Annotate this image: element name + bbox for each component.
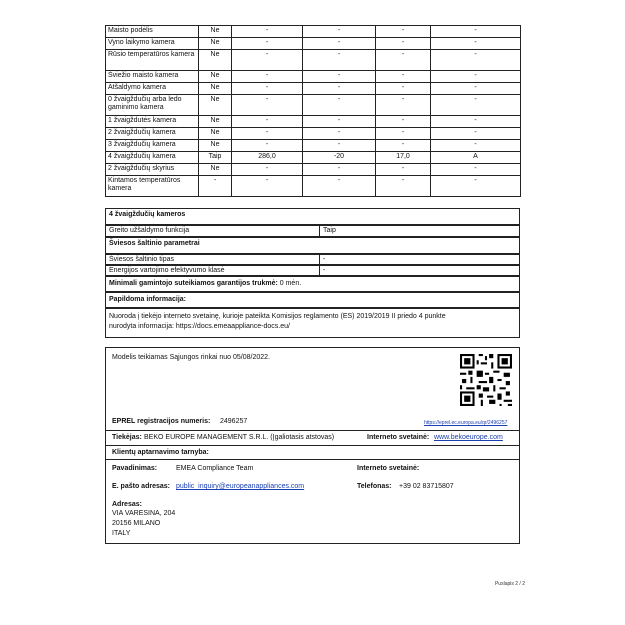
volume-cell: - <box>232 38 303 50</box>
volume-cell: - <box>232 140 303 152</box>
class-cell: - <box>431 38 521 50</box>
class-cell: - <box>431 140 521 152</box>
present-cell: Ne <box>199 140 232 152</box>
compartment-label: 2 žvaigždučių kamera <box>106 128 199 140</box>
class-cell: - <box>431 128 521 140</box>
present-cell: Ne <box>199 38 232 50</box>
table-row <box>106 95 521 116</box>
supplier-block <box>105 347 520 544</box>
compartment-label: 0 žvaigždučių arba ledo gaminimo kamera <box>106 95 199 116</box>
volume-cell: - <box>232 164 303 176</box>
compartment-label: Kintamos temperatūros kamera <box>106 176 199 197</box>
volume-cell: - <box>232 26 303 38</box>
freezing-cell: - <box>376 140 431 152</box>
extra-info-text-1: Nuoroda į tiekėjo interneto svetainę, kurioje pateikta Komisijos reglamento (ES) 2019/2019 II priedo 4 punkte <box>109 313 446 320</box>
class-cell: - <box>431 116 521 128</box>
supplier-label: Tiekėjas: <box>112 434 142 441</box>
table-row <box>106 50 521 71</box>
divider <box>106 430 519 431</box>
table-row <box>106 140 521 152</box>
warranty-label: Minimali gamintojo suteikiamos garantijos trukmė: <box>109 280 278 287</box>
address-line: ITALY <box>112 530 131 537</box>
table-row <box>106 152 521 164</box>
phone-label: Telefonas: <box>357 483 392 490</box>
volume-cell: - <box>232 176 303 197</box>
volume-cell: - <box>232 95 303 116</box>
class-cell: A <box>431 152 521 164</box>
website-label-2: Interneto svetainė: <box>357 465 420 472</box>
freezing-cell: - <box>376 128 431 140</box>
volume-cell: - <box>232 83 303 95</box>
divider <box>106 459 519 460</box>
light-class-label: Energijos vartojimo efektyvumo klasė <box>105 265 320 276</box>
warranty-row <box>105 276 520 292</box>
present-cell: Ne <box>199 83 232 95</box>
email-label: E. pašto adresas: <box>112 483 170 490</box>
light-type-label: Šviesos šaltinio tipas <box>105 254 320 265</box>
supplier-value: BEKO EUROPE MANAGEMENT S.R.L. (Įgaliotasis atstovas) <box>144 434 335 441</box>
light-type-value: - <box>320 254 520 265</box>
table-row <box>106 116 521 128</box>
four-star-header: 4 žvaigždučių kameros <box>105 208 520 225</box>
freezing-cell: 17,0 <box>376 152 431 164</box>
qr-code[interactable] <box>460 354 512 406</box>
temperature-cell: - <box>303 128 376 140</box>
volume-cell: 286,0 <box>232 152 303 164</box>
class-cell: - <box>431 26 521 38</box>
warranty-value: 0 mėn. <box>279 280 302 287</box>
light-class-value: - <box>320 265 520 276</box>
compartment-label: Atšaldymo kamera <box>106 83 199 95</box>
name-value: EMEA Compliance Team <box>176 465 254 472</box>
freezing-cell: - <box>376 83 431 95</box>
volume-cell: - <box>232 71 303 83</box>
address-label: Adresas: <box>112 501 142 508</box>
email-link[interactable]: public_inquiry@europeanappliances.com <box>176 483 305 490</box>
compartment-label: 3 žvaigždučių kamera <box>106 140 199 152</box>
compartment-label: 1 žvaigždutės kamera <box>106 116 199 128</box>
address-line: VIA VARESINA, 204 <box>112 510 176 517</box>
table-row <box>106 38 521 50</box>
page-number: Puslapis 2 / 2 <box>494 581 525 587</box>
temperature-cell: - <box>303 116 376 128</box>
class-cell: - <box>431 83 521 95</box>
temperature-cell: - <box>303 71 376 83</box>
freezing-cell: - <box>376 50 431 71</box>
present-cell: - <box>199 176 232 197</box>
temperature-cell: - <box>303 95 376 116</box>
temperature-cell: - <box>303 26 376 38</box>
extra-info-header: Papildoma informacija: <box>105 292 520 308</box>
volume-cell: - <box>232 116 303 128</box>
table-row <box>106 128 521 140</box>
temperature-cell: - <box>303 38 376 50</box>
customer-service-header: Klientų aptarnavimo tarnyba: <box>112 449 209 456</box>
compartment-table <box>105 25 521 197</box>
fast-freeze-label: Greito užšaldymo funkcija <box>105 225 320 237</box>
fast-freeze-value: Taip <box>320 225 520 237</box>
present-cell: Ne <box>199 50 232 71</box>
name-label: Pavadinimas: <box>112 465 158 472</box>
eprel-link[interactable]: https://eprel.ec.europa.eu/qr/2496257 <box>424 420 508 426</box>
table-row <box>106 176 521 197</box>
class-cell: - <box>431 95 521 116</box>
address-line: 20156 MILANO <box>112 520 161 527</box>
divider <box>106 445 519 446</box>
class-cell: - <box>431 71 521 83</box>
compartment-label: 2 žvaigždučių skyrius <box>106 164 199 176</box>
temperature-cell: - <box>303 164 376 176</box>
freezing-cell: - <box>376 95 431 116</box>
volume-cell: - <box>232 50 303 71</box>
temperature-cell: - <box>303 83 376 95</box>
table-row <box>106 26 521 38</box>
light-type-row <box>105 254 520 265</box>
table-row <box>106 164 521 176</box>
fast-freeze-row <box>105 225 520 237</box>
compartment-label: Rūsio temperatūros kamera <box>106 50 199 71</box>
eprel-label: EPREL registracijos numeris: <box>112 418 211 425</box>
temperature-cell: -20 <box>303 152 376 164</box>
market-date-text: Modelis teikiamas Sąjungos rinkai nuo 05/08/2022. <box>112 354 270 361</box>
freezing-cell: - <box>376 176 431 197</box>
phone-value: +39 02 83715807 <box>399 483 454 490</box>
website-link[interactable]: www.bekoeurope.com <box>434 434 503 441</box>
compartment-label: Maisto podėlis <box>106 26 199 38</box>
freezing-cell: - <box>376 116 431 128</box>
present-cell: Ne <box>199 164 232 176</box>
compartment-label: Vyno laikymo kamera <box>106 38 199 50</box>
class-cell: - <box>431 164 521 176</box>
freezing-cell: - <box>376 26 431 38</box>
present-cell: Ne <box>199 26 232 38</box>
present-cell: Ne <box>199 71 232 83</box>
volume-cell: - <box>232 128 303 140</box>
table-row <box>106 71 521 83</box>
present-cell: Ne <box>199 128 232 140</box>
freezing-cell: - <box>376 164 431 176</box>
temperature-cell: - <box>303 176 376 197</box>
light-source-header: Šviesos šaltinio parametrai <box>105 237 520 254</box>
light-class-row <box>105 265 520 276</box>
present-cell: Ne <box>199 95 232 116</box>
class-cell: - <box>431 176 521 197</box>
present-cell: Taip <box>199 152 232 164</box>
class-cell: - <box>431 50 521 71</box>
temperature-cell: - <box>303 50 376 71</box>
website-label: Interneto svetainė: <box>367 434 430 441</box>
temperature-cell: - <box>303 140 376 152</box>
present-cell: Ne <box>199 116 232 128</box>
table-row <box>106 83 521 95</box>
compartment-label: 4 žvaigždučių kamera <box>106 152 199 164</box>
compartment-label: Šviežio maisto kamera <box>106 71 199 83</box>
freezing-cell: - <box>376 38 431 50</box>
freezing-cell: - <box>376 71 431 83</box>
eprel-value: 2496257 <box>220 418 248 425</box>
extra-info-text-2: nurodyta informacija: https://docs.emeaappliance-docs.eu/ <box>109 323 290 330</box>
extra-info-box <box>105 308 520 338</box>
